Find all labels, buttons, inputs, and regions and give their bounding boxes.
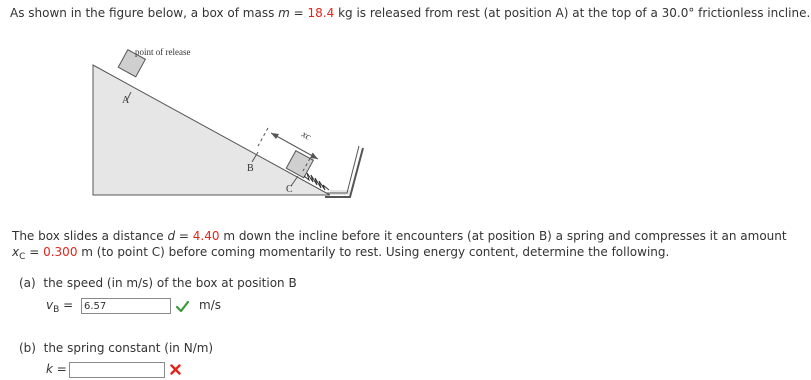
incline-figure [85,40,365,205]
part-b-label: (b) [19,341,36,355]
intro-equals: = [289,6,308,20]
part-b-answer-input[interactable] [69,362,165,378]
k-symbol: k [46,362,53,376]
part-a-equals: = [59,298,74,312]
part-a-question [19,276,297,290]
problem-intro [10,6,810,20]
part-a-answer-row [46,298,74,315]
incline-wedge [93,65,330,195]
part-a-unit: m/s [199,298,221,312]
correct-check-icon [176,301,189,312]
vb-symbol: v [46,298,54,312]
part-a-label: (a) [19,276,36,290]
body-text-3: m (to point C) before coming momentarily to rest. Using energy content, determine the following. [77,245,670,259]
label-b: B [247,163,254,174]
part-a-answer-input[interactable] [81,298,171,314]
incline-diagram [85,40,365,205]
vb-subscript: B [53,305,60,315]
xc-subscript: C [19,252,26,262]
label-xc: xc [299,128,313,143]
incorrect-x-icon [170,364,181,375]
body-equals-2: = [25,245,44,259]
body-equals: = [175,229,193,243]
xc-symbol: x [12,245,20,259]
problem-body-line-1 [12,229,787,243]
part-b-equals: = [52,362,67,376]
part-b-answer-row [46,362,67,376]
d-symbol: d [167,229,176,243]
problem-body-line-2 [12,245,670,262]
intro-text-1: As shown in the figure below, a box of mass [10,6,279,20]
part-b-text: the spring constant (in N/m) [43,341,214,355]
mass-value: 18.4 [307,6,335,20]
label-a: A [122,95,130,106]
body-text-1: The box slides a distance [12,229,168,243]
xc-value: 0.300 [43,245,78,259]
d-value: 4.40 [192,229,220,243]
body-text-2: m down the incline before it encounters (at position B) a spring and compresses it an amount [219,229,787,243]
label-c: C [286,184,293,195]
intro-text-2: kg is released from rest (at position A) at the top of a 30.0° frictionless incline. [334,6,811,20]
release-label: point of release [135,47,191,57]
part-a-text: the speed (in m/s) of the box at position B [43,276,297,290]
spring-wall [325,148,363,197]
mass-symbol: m [278,6,290,20]
part-b-question [19,341,213,355]
